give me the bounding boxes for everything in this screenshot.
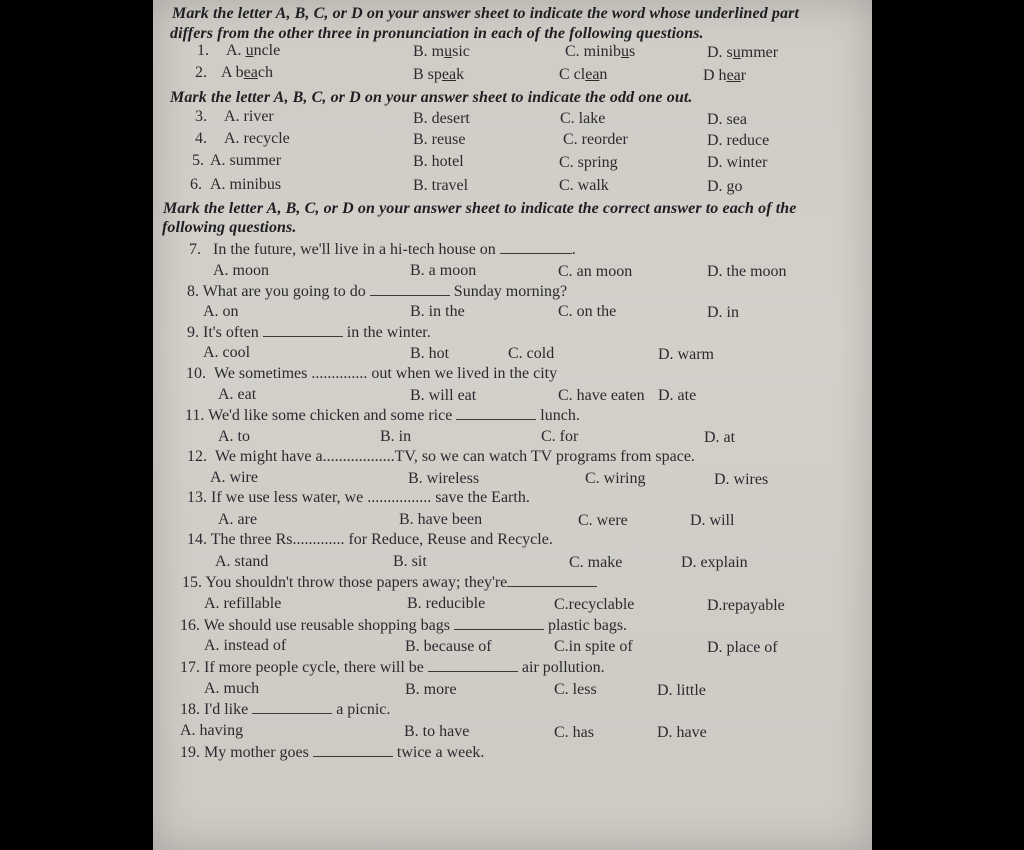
option-c: C. have eaten: [558, 387, 645, 404]
option-d: D. explain: [681, 554, 748, 571]
option-a: A. minibus: [210, 176, 282, 193]
question-stem: 17. If more people cycle, there will be air pollution.: [180, 659, 605, 676]
option-b: B. more: [405, 681, 457, 698]
option-d: D. place of: [707, 639, 778, 656]
option-a: A. having: [180, 722, 244, 739]
option-b: B. reuse: [413, 131, 466, 148]
option-b: B. travel: [413, 177, 469, 194]
option-c: C clean: [559, 66, 608, 83]
option-c: C. were: [578, 512, 628, 529]
option-d: D. in: [707, 304, 739, 321]
option-a: A. recycle: [224, 130, 290, 147]
option-b: B speak: [413, 66, 465, 83]
option-b: B. have been: [399, 511, 483, 528]
option-b: B. in the: [410, 303, 465, 320]
option-b: B. desert: [413, 110, 470, 127]
option-a: A. refillable: [204, 595, 282, 612]
option-a: A. much: [204, 680, 260, 697]
option-b: B. a moon: [410, 262, 477, 279]
option-a: A. are: [218, 511, 258, 528]
option-a: A. river: [224, 108, 274, 125]
option-a: A. eat: [218, 386, 257, 403]
option-b: B. sit: [393, 553, 427, 570]
option-b: B. will eat: [410, 387, 477, 404]
option-b: B. music: [413, 43, 470, 60]
section-instruction-correct-answer: Mark the letter A, B, C, or D on your answer sheet to indicate the correct answer to each of the: [163, 200, 797, 217]
question-stem: 9. It's often in the winter.: [187, 324, 431, 341]
option-d: D. ate: [658, 387, 697, 404]
question-stem: 10. We sometimes .............. out when we lived in the city: [186, 365, 558, 382]
option-a: A beach: [221, 64, 273, 81]
option-a: A. wire: [210, 469, 258, 486]
option-c: C. walk: [559, 177, 609, 194]
option-d: D. sea: [707, 111, 747, 128]
question-stem: 12. We might have a..................TV, so we can watch TV programs from space.: [187, 448, 695, 465]
option-d: D. the moon: [707, 263, 787, 280]
option-c: C. make: [569, 554, 623, 571]
option-a: A. stand: [215, 553, 269, 570]
question-number: 4.: [195, 130, 207, 147]
section-instruction-pronunciation: Mark the letter A, B, C, or D on your answer sheet to indicate the word whose underlined part: [172, 5, 800, 22]
option-c: C.in spite of: [554, 638, 633, 655]
section-instruction-correct-answer-cont: following questions.: [162, 219, 297, 236]
option-b: B. in: [380, 428, 412, 445]
question-number: 3.: [195, 108, 207, 125]
option-c: C. has: [554, 724, 594, 741]
option-a: A. uncle: [226, 42, 281, 59]
option-c: C. reorder: [563, 131, 628, 148]
question-number: 5.: [192, 152, 204, 169]
option-d: D hear: [703, 67, 747, 84]
option-b: B. hot: [410, 345, 450, 362]
option-b: B. because of: [405, 638, 492, 655]
option-c: C.recyclable: [554, 596, 635, 613]
option-c: C. spring: [559, 154, 618, 171]
option-c: C. wiring: [585, 470, 646, 487]
option-c: C. an moon: [558, 263, 633, 280]
question-number: 2.: [195, 64, 207, 81]
option-d: D.repayable: [707, 597, 785, 614]
option-a: A. moon: [213, 262, 269, 279]
option-a: A. instead of: [204, 637, 287, 654]
option-c: C. for: [541, 428, 579, 445]
question-stem: 16. We should use reusable shopping bags plastic bags.: [180, 617, 628, 634]
option-a: A. on: [203, 303, 239, 320]
option-d: D. go: [707, 178, 743, 195]
question-number: 1.: [197, 42, 209, 59]
option-d: D. wires: [714, 471, 769, 488]
option-d: D. will: [690, 512, 735, 529]
option-b: B. to have: [404, 723, 470, 740]
option-c: C. lake: [560, 110, 606, 127]
option-d: D. at: [704, 429, 736, 446]
option-d: D. little: [657, 682, 706, 699]
option-b: B. reducible: [407, 595, 486, 612]
option-c: C. minibus: [565, 43, 636, 60]
option-d: D. summer: [707, 44, 779, 61]
question-stem: 14. The three Rs............. for Reduce, Reuse and Recycle.: [187, 531, 553, 548]
option-b: B. hotel: [413, 153, 464, 170]
question-number: 6.: [190, 176, 202, 193]
option-a: A. summer: [210, 152, 282, 169]
section-instruction-pronunciation-cont: differs from the other three in pronunciation in each of the following questions.: [170, 25, 704, 42]
question-stem: 15. You shouldn't throw those papers away; they're: [182, 572, 597, 593]
question-stem: 8. What are you going to do Sunday morning?: [187, 283, 568, 300]
question-stem: 18. I'd like a picnic.: [180, 701, 391, 718]
option-d: D. warm: [658, 346, 714, 363]
option-a: A. to: [218, 428, 250, 445]
section-instruction-odd-one-out: Mark the letter A, B, C, or D on your answer sheet to indicate the odd one out.: [170, 89, 693, 106]
question-stem: 19. My mother goes twice a week.: [180, 744, 485, 761]
option-a: A. cool: [203, 344, 251, 361]
option-c: C. less: [554, 681, 597, 698]
option-c: C. on the: [558, 303, 617, 320]
question-stem: 11. We'd like some chicken and some rice lunch.: [185, 407, 580, 424]
question-stem: 13. If we use less water, we ................ save the Earth.: [187, 489, 530, 506]
option-b: B. wireless: [408, 470, 480, 487]
option-d: D. have: [657, 724, 707, 741]
option-c: C. cold: [508, 345, 555, 362]
option-d: D. winter: [707, 154, 768, 171]
option-d: D. reduce: [707, 132, 770, 149]
question-stem: 7. In the future, we'll live in a hi-tech house on .: [189, 241, 576, 258]
